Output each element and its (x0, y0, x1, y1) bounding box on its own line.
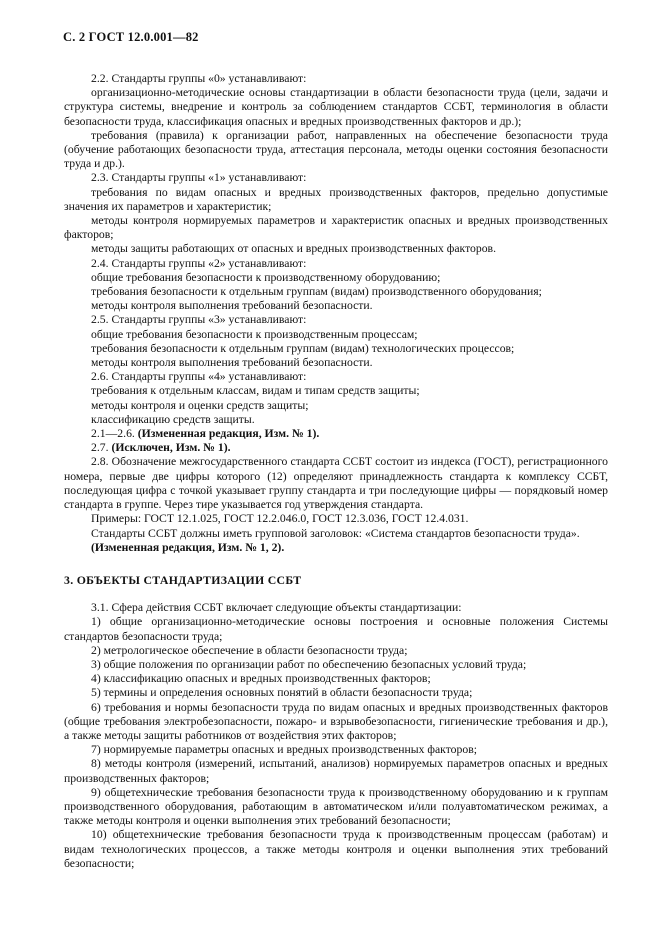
page-body (64, 72, 608, 871)
paragraph: 3) общие положения по организации работ по обеспечению безопасных условий труда; (91, 657, 527, 671)
paragraph: 2.8. Обозначение межгосударственного стандарта ССБТ состоит из индекса (ГОСТ), регистрационного номера, первые две цифры которого (12) определяют принадлежность стандарта к комплексу ССБТ, последующая цифра с точкой указывает группу стандарта и три последующие цифры — порядковый номер стандарта в группе. Через тире указывается год утверждения стандарта. (64, 455, 608, 512)
amendment-note-2-1-2-6 (64, 427, 608, 441)
paragraph: 2.6. Стандарты группы «4» устанавливают: (91, 370, 307, 384)
paragraph: 2) метрологическое обеспечение в области безопасности труда; (91, 643, 408, 657)
paragraph: методы контроля выполнения требований безопасности. (91, 356, 373, 370)
paragraph: методы контроля выполнения требований безопасности. (91, 299, 373, 313)
paragraph: Примеры: ГОСТ 12.1.025, ГОСТ 12.2.046.0, ГОСТ 12.3.036, ГОСТ 12.4.031. (91, 512, 469, 526)
paragraph: общие требования безопасности к производственному оборудованию; (91, 270, 441, 284)
paragraph: 2.4. Стандарты группы «2» устанавливают: (91, 256, 307, 270)
paragraph: 8) методы контроля (измерений, испытаний, анализов) нормируемых параметров опасных и вредных производственных факторов; (64, 757, 608, 785)
paragraph: (Измененная редакция, Изм. № 1, 2). (91, 540, 285, 554)
paragraph: 2.5. Стандарты группы «3» устанавливают: (91, 313, 307, 327)
paragraph: 9) общетехнические требования безопасности труда к производственному оборудованию и к группам производственного оборудования, работающим в автоматическом и/или полуавтоматическом режимах, а также методы контроля и оценки выполнения этих требований безопасности; (64, 785, 608, 828)
paragraph: требования по видам опасных и вредных производственных факторов, предельно допустимые значения их параметров и характеристик; (64, 185, 608, 213)
paragraph: методы контроля и оценки средств защиты; (91, 398, 309, 412)
amendment-prefix: 2.7. (91, 441, 112, 455)
amendment-prefix: 2.1—2.6. (91, 427, 138, 441)
paragraph: методы защиты работающих от опасных и вредных производственных факторов. (91, 242, 496, 256)
paragraph: 1) общие организационно-методические основы построения и основные положения Системы стандартов безопасности труда; (64, 615, 608, 643)
running-header: С. 2 ГОСТ 12.0.001—82 (63, 30, 199, 44)
paragraph: 7) нормируемые параметры опасных и вредных производственных факторов; (91, 743, 477, 757)
paragraph: Стандарты ССБТ должны иметь групповой заголовок: «Система стандартов безопасности труда». (91, 526, 580, 540)
paragraph: методы контроля нормируемых параметров и характеристик опасных и вредных производственных факторов; (64, 214, 608, 242)
paragraph: общие требования безопасности к производственным процессам; (91, 327, 418, 341)
paragraph: 10) общетехнические требования безопасности труда к производственным процессам (работам) и видам технологических процессов, а также методы контроля и оценки выполнения этих требований безопасности; (64, 828, 608, 870)
section-2-tail (64, 455, 608, 554)
amendment-bold: (Исключен, Изм. № 1). (111, 441, 231, 455)
paragraph: 2.2. Стандарты группы «0» устанавливают: (91, 72, 307, 85)
paragraph: классификацию средств защиты. (91, 412, 255, 426)
paragraph: требования безопасности к отдельным группам (видам) технологических процессов; (91, 341, 515, 355)
paragraph: 2.3. Стандарты группы «1» устанавливают: (91, 171, 307, 185)
paragraph: организационно-методические основы стандартизации в области безопасности труда (цели, задачи и структура системы, внедрение и контроль за соблюдением стандартов ССБТ, терминология в области безопасности труда, классификация опасных и вредных производственных факторов и др.); (64, 86, 608, 128)
section-3-heading: 3. ОБЪЕКТЫ СТАНДАРТИЗАЦИИ ССБТ (64, 572, 302, 587)
section-2-items (64, 72, 608, 427)
paragraph: требования (правила) к организации работ, направленных на обеспечение безопасности труда (обучение работающих безопасности труда, аттестация персонала, методы оценки состояния безопасности труда и др.). (64, 128, 608, 171)
amendment-bold: (Измененная редакция, Изм. № 1). (137, 427, 320, 441)
paragraph: требования безопасности к отдельным группам (видам) производственного оборудования; (91, 285, 542, 299)
paragraph: требования к отдельным классам, видам и типам средств защиты; (91, 384, 420, 398)
section-3-items (64, 601, 608, 871)
amendment-note-2-7 (64, 441, 608, 455)
paragraph: 4) классификацию опасных и вредных производственных факторов; (91, 672, 431, 686)
paragraph: 5) термины и определения основных понятий в области безопасности труда; (91, 686, 473, 700)
paragraph: 6) требования и нормы безопасности труда по видам опасных и вредных производственных факторов (общие требования электробезопасности, пожаро- и взрывобезопасности, гигиенические требования и др.), а также методы защиты работников от воздействия этих факторов; (64, 700, 608, 742)
paragraph: 3.1. Сфера действия ССБТ включает следующие объекты стандартизации: (91, 601, 462, 615)
